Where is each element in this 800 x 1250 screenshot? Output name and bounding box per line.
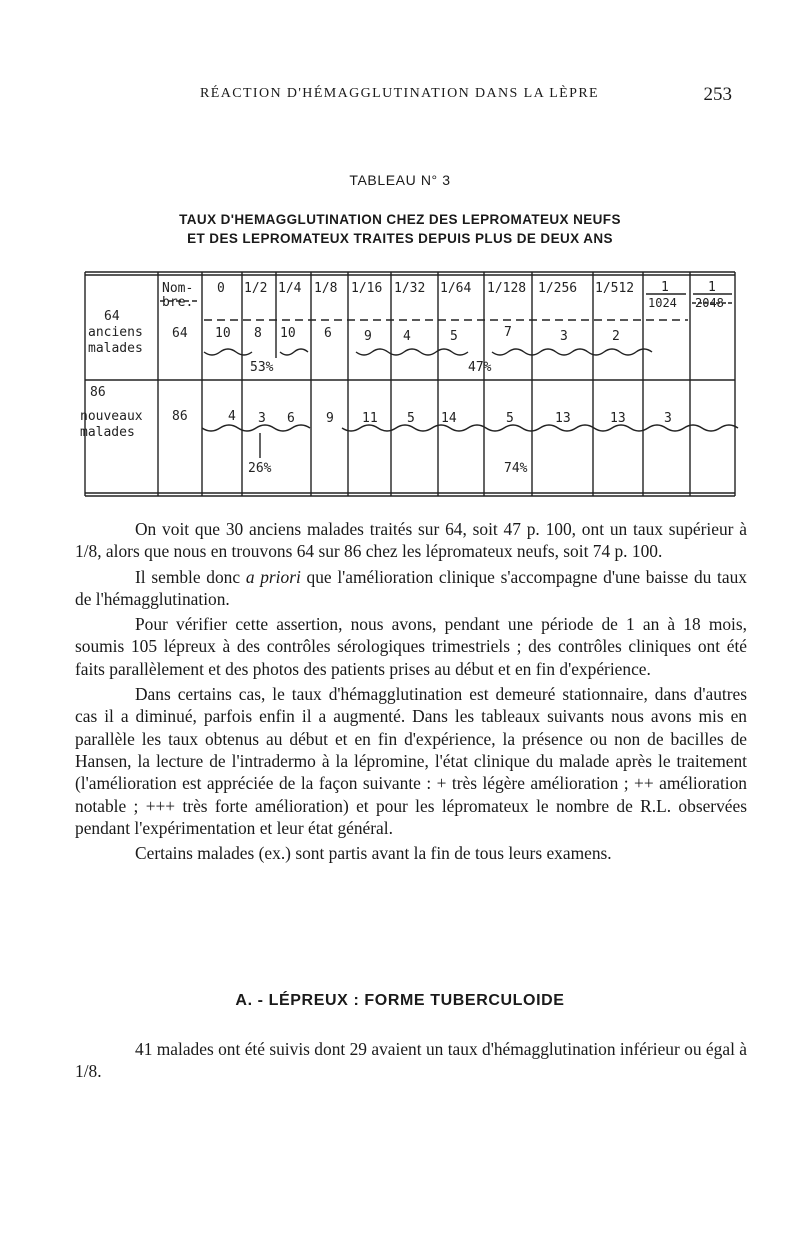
nombre-header-line-2: bre. <box>162 295 194 310</box>
table-number: TABLEAU N° 3 <box>349 172 451 188</box>
row1-value-1-2: 8 <box>254 326 262 341</box>
row2-value-1-2: 3 <box>258 411 266 426</box>
titre-header-1-256: 1/256 <box>538 281 578 296</box>
row2-value-0: 4 <box>228 409 236 424</box>
paragraph-3: Pour vérifier cette assertion, nous avons, pendant une période de 1 an à 18 mois, soumis 105 lépreux à des contrôles sérologiques trimestriels ; des contrôles cliniques ont été faits parallèlement et des photos des patients prises au début et en fin d'expérience. <box>75 614 747 679</box>
titre-header-1024-numerator: 1 <box>661 280 669 295</box>
row1-value-1-64: 5 <box>450 329 458 344</box>
row1-nombre: 64 <box>172 326 188 341</box>
row1-percent-high: 47% <box>468 360 492 375</box>
titre-header-1-8: 1/8 <box>314 281 338 296</box>
row2-value-1-256: 13 <box>555 411 571 426</box>
row2-value-1-64: 14 <box>441 411 457 426</box>
table-caption <box>0 210 800 248</box>
row2-value-1-1024: 3 <box>664 411 672 426</box>
titre-header-1-128: 1/128 <box>487 281 527 296</box>
row2-label-line-3: malades <box>80 425 135 440</box>
titre-header-1-512: 1/512 <box>595 281 635 296</box>
row1-label-count: 64 <box>104 309 120 324</box>
row2-value-1-16: 11 <box>362 411 378 426</box>
row1-percent-low: 53% <box>250 360 274 375</box>
paragraph-5: Certains malades (ex.) sont partis avant la fin de tous leurs examens. <box>135 843 612 864</box>
row1-value-1-4: 10 <box>280 326 296 341</box>
row2-percent-high: 74% <box>504 461 528 476</box>
paragraph-2-italic: a priori <box>245 566 301 587</box>
row1-value-1-8: 6 <box>324 326 332 341</box>
titre-header-1-32: 1/32 <box>394 281 426 296</box>
table-caption-line-1: TAUX D'HEMAGGLUTINATION CHEZ DES LEPROMATEUX NEUFS <box>179 212 621 227</box>
titre-header-1-2: 1/2 <box>244 281 268 296</box>
table-grid <box>80 268 740 500</box>
row2-value-1-128: 5 <box>506 411 514 426</box>
table-caption-line-2: ET DES LEPROMATEUX TRAITES DEPUIS PLUS DE DEUX ANS <box>187 231 613 246</box>
titre-header-1-16: 1/16 <box>351 281 383 296</box>
row2-percent-low: 26% <box>248 461 272 476</box>
row1-label-line-2: anciens <box>88 325 143 340</box>
body-text <box>75 518 747 867</box>
running-title: RÉACTION D'HÉMAGGLUTINATION DANS LA LÈPRE <box>200 86 600 101</box>
row1-value-1-16: 9 <box>364 329 372 344</box>
paragraph-4: Dans certains cas, le taux d'hémagglutination est demeuré stationnaire, dans d'autres cas il a diminué, parfois enfin il a augmenté. Dans les tableaux suivants nous avons mis en parallèle les taux obtenus au début et en fin d'expérience, la présence ou non de bacilles de Hansen, la lecture de l'intradermo à la lépromine, l'état clinique du malade après le traitement (l'amélioration est appréciée de la façon suivante : + très légère amélioration ; ++ amélioration notable ; +++ très forte amélioration) et pour les lépromateux le nombre de R.L. observées pendant l'expérimentation et leur état général. <box>75 684 747 838</box>
row2-label-count: 86 <box>90 385 106 400</box>
titre-header-2048-numerator: 1 <box>708 280 716 295</box>
row2-value-1-8: 9 <box>326 411 334 426</box>
row1-label-line-3: malades <box>88 341 143 356</box>
titre-header-1-4: 1/4 <box>278 281 302 296</box>
titre-header-1-64: 1/64 <box>440 281 472 296</box>
paragraph-1: On voit que 30 anciens malades traités sur 64, soit 47 p. 100, ont un taux supérieur à 1/8, alors que nous en trouvons 64 sur 86 chez les lépromateux neufs, soit 74 p. 100. <box>75 519 747 562</box>
row2-nombre: 86 <box>172 409 188 424</box>
paragraph-2-start: Il semble donc <box>135 566 246 587</box>
paragraph-2 <box>75 566 747 611</box>
page-number: 253 <box>703 84 732 105</box>
nombre-header-line-1: Nom- <box>162 281 194 296</box>
row1-value-1-128: 7 <box>504 325 512 340</box>
section-heading: A. - LÉPREUX : FORME TUBERCULOIDE <box>235 992 565 1009</box>
hemagglutination-table <box>80 268 740 500</box>
section-text <box>75 1038 747 1083</box>
row1-value-1-256: 3 <box>560 329 568 344</box>
titre-header-0: 0 <box>217 281 225 296</box>
row1-value-1-512: 2 <box>612 329 620 344</box>
row2-label-line-2: nouveaux <box>80 409 143 424</box>
row2-value-1-32: 5 <box>407 411 415 426</box>
paragraph-2-end: que l'amélioration clinique s'accompagne d'une baisse du taux de l'hémagglutination. <box>75 566 748 609</box>
row2-value-1-512: 13 <box>610 411 626 426</box>
row1-value-0: 10 <box>215 326 231 341</box>
section-paragraph-1: 41 malades ont été suivis dont 29 avaient un taux d'hémagglutination inférieur ou égal à 1/8. <box>75 1039 747 1082</box>
titre-header-1024-denominator: 1024 <box>648 296 677 310</box>
titre-header-2048-denominator: 2048 <box>695 296 724 310</box>
row1-value-1-32: 4 <box>403 329 411 344</box>
row2-value-1-4: 6 <box>287 411 295 426</box>
page-header <box>0 86 800 110</box>
